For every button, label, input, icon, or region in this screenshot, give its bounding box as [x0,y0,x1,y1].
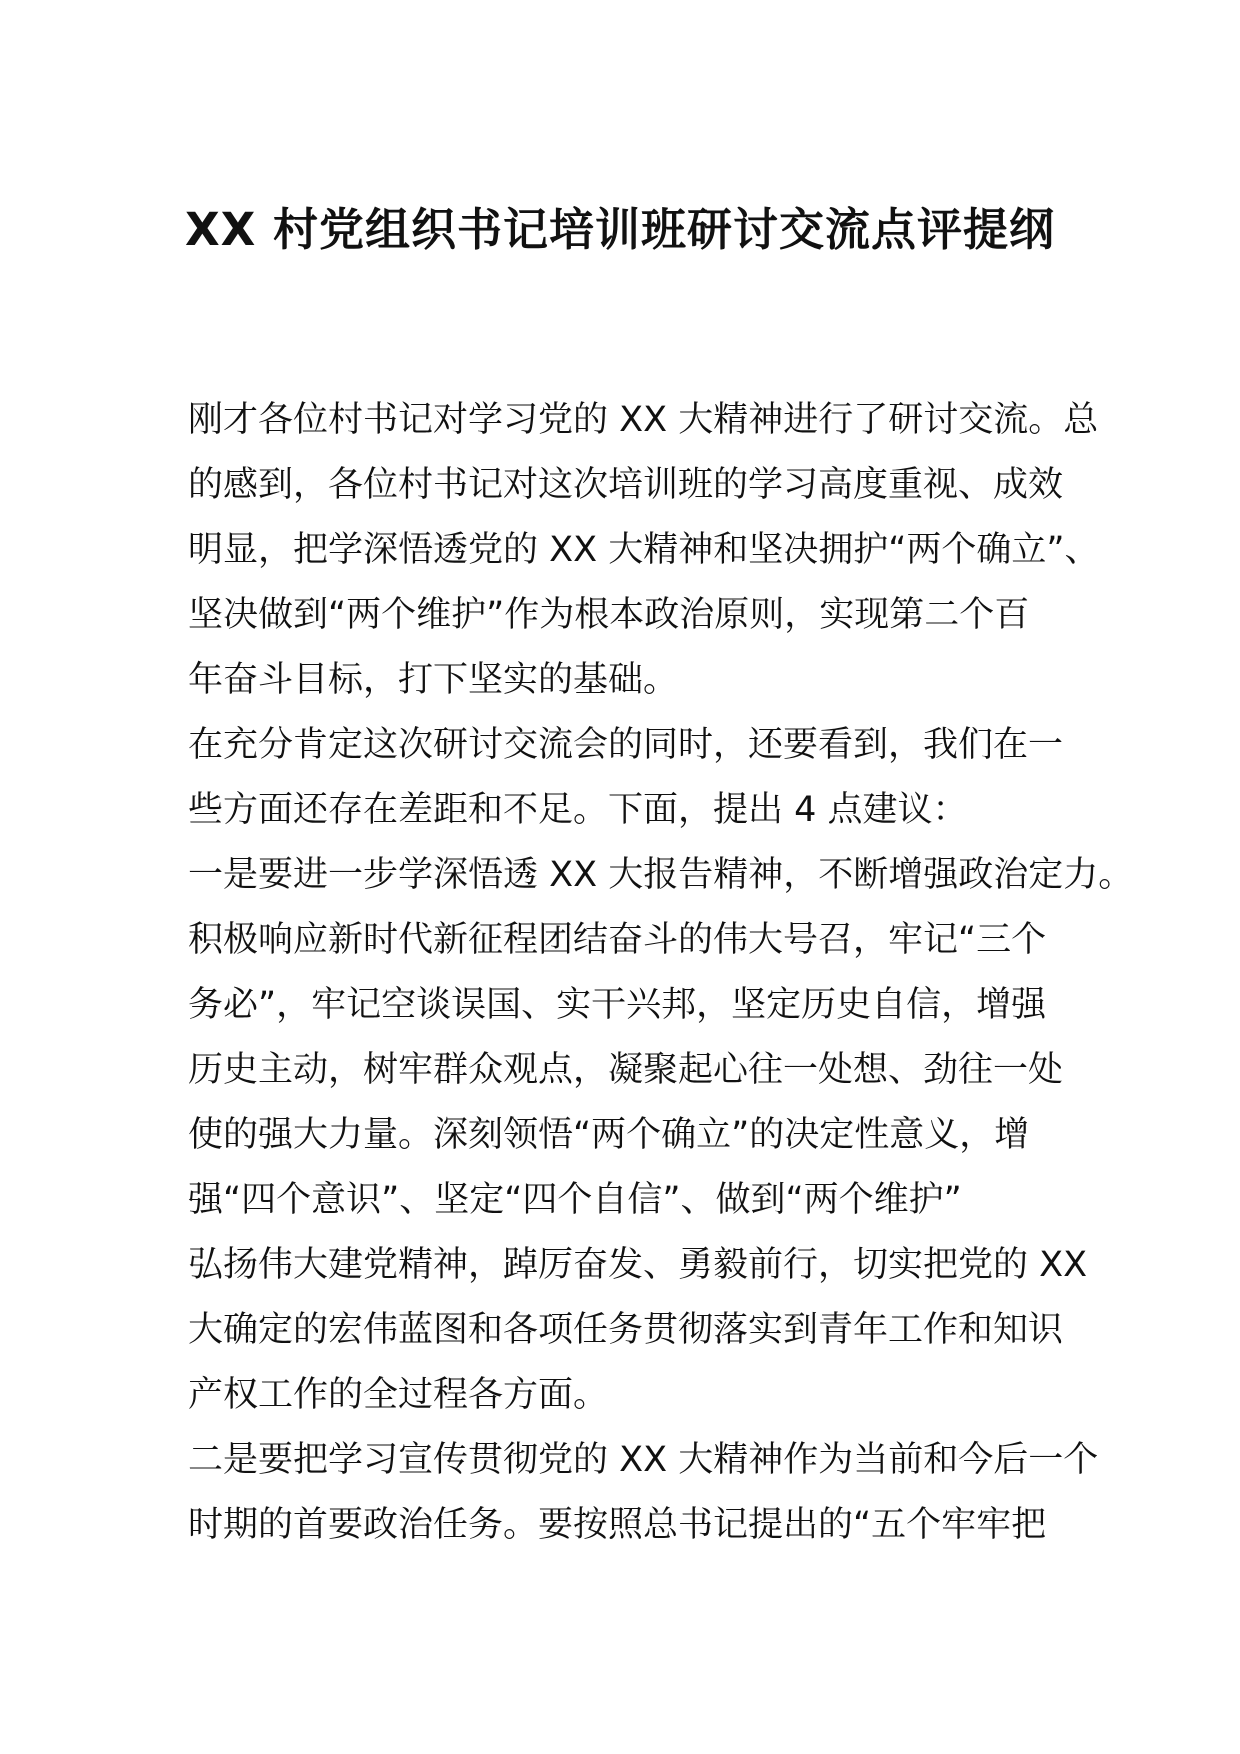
body-line: 产权工作的全过程各方面。 [188,1375,609,1415]
body-line: 二是要把学习宣传贯彻党的 XX 大精神作为当前和今后一个 [188,1440,1099,1480]
body-line: 坚决做到“两个维护”作为根本政治原则，实现第二个百 [188,595,1030,635]
body-line: 刚才各位村书记对学习党的 XX 大精神进行了研讨交流。总 [188,400,1099,440]
body-line: 明显，把学深悟透党的 XX 大精神和坚决拥护“两个确立”、 [188,530,1100,570]
body-line: 些方面还存在差距和不足。下面，提出 4 点建议： [188,790,968,830]
document-title: XX 村党组织书记培训班研讨交流点评提纲 [184,203,1056,256]
body-line: 历史主动，树牢群众观点，凝聚起心往一处想、劲往一处 [188,1050,1064,1090]
body-line: 一是要进一步学深悟透 XX 大报告精神，不断增强政治定力。 [188,855,1134,895]
document-body [188,388,1134,1558]
body-line: 弘扬伟大建党精神，踔厉奋发、勇毅前行，切实把党的 XX [188,1245,1088,1285]
body-line: 务必”，牢记空谈误国、实干兴邦，坚定历史自信，增强 [188,985,1047,1025]
body-line: 在充分肯定这次研讨交流会的同时，还要看到，我们在一 [188,725,1064,765]
body-line: 使的强大力量。深刻领悟“两个确立”的决定性意义，增 [188,1115,1030,1155]
body-line: 积极响应新时代新征程团结奋斗的伟大号召，牢记“三个 [188,920,1047,960]
body-line: 年奋斗目标，打下坚实的基础。 [188,660,679,700]
body-line: 大确定的宏伟蓝图和各项任务贯彻落实到青年工作和知识 [188,1310,1064,1350]
body-line: 时期的首要政治任务。要按照总书记提出的“五个牢牢把 [188,1505,1047,1545]
body-line: 的感到，各位村书记对这次培训班的学习高度重视、成效 [188,465,1064,505]
body-line: 强“四个意识”、坚定“四个自信”、做到“两个维护” [188,1180,962,1220]
